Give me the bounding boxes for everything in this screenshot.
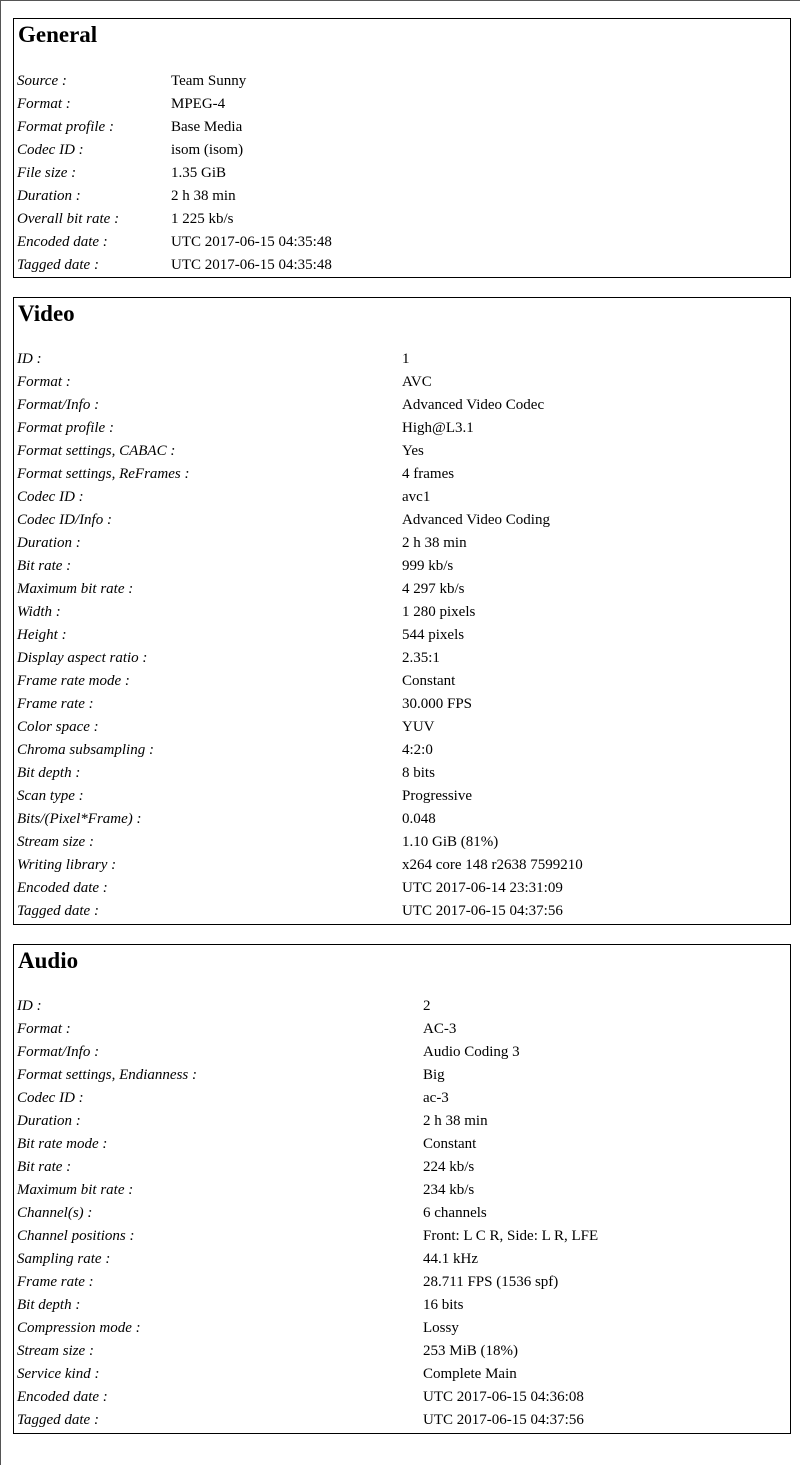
- info-row: [17, 739, 790, 762]
- info-row: [17, 139, 790, 162]
- field-value: Advanced Video Codec: [402, 397, 545, 413]
- info-row: [17, 463, 790, 486]
- field-label: Color space :: [17, 719, 99, 735]
- field-label: Stream size :: [17, 1343, 94, 1359]
- field-label: ID :: [17, 998, 42, 1014]
- field-value: 0.048: [402, 811, 436, 827]
- info-row: [17, 1225, 790, 1248]
- field-value: 1 225 kb/s: [171, 211, 234, 227]
- info-row: [17, 578, 790, 601]
- field-value: MPEG-4: [171, 96, 226, 112]
- field-value: 2 h 38 min: [423, 1113, 488, 1129]
- field-value: UTC 2017-06-15 04:37:56: [423, 1412, 584, 1428]
- field-label: Maximum bit rate :: [17, 581, 134, 597]
- field-label: Frame rate :: [17, 696, 94, 712]
- field-label: Frame rate :: [17, 1274, 94, 1290]
- field-value: 234 kb/s: [423, 1182, 475, 1198]
- field-value: Complete Main: [423, 1366, 517, 1382]
- field-value: Front: L C R, Side: L R, LFE: [423, 1228, 599, 1244]
- field-value: Progressive: [402, 788, 472, 804]
- field-value: 30.000 FPS: [402, 696, 473, 712]
- field-value: Yes: [402, 443, 424, 459]
- info-row: [17, 371, 790, 394]
- field-label: Codec ID/Info :: [17, 512, 112, 528]
- field-label: Display aspect ratio :: [17, 650, 148, 666]
- field-label: Format :: [17, 96, 71, 112]
- info-row: [17, 1087, 790, 1110]
- info-row: [17, 1271, 790, 1294]
- field-value: UTC 2017-06-15 04:37:56: [402, 903, 563, 919]
- field-value: 253 MiB (18%): [423, 1343, 518, 1359]
- info-row: [17, 162, 790, 185]
- field-value: UTC 2017-06-15 04:36:08: [423, 1389, 584, 1405]
- field-value: isom (isom): [171, 142, 244, 158]
- info-row: [17, 555, 790, 578]
- info-row: [17, 1363, 790, 1386]
- field-label: Codec ID :: [17, 489, 84, 505]
- field-value: Constant: [402, 673, 456, 689]
- field-label: Format :: [17, 374, 71, 390]
- field-value: UTC 2017-06-15 04:35:48: [171, 234, 332, 250]
- field-label: Source :: [17, 73, 67, 89]
- info-row: [17, 785, 790, 808]
- info-row: [17, 231, 790, 254]
- info-row: [17, 1386, 790, 1409]
- info-row: [17, 1179, 790, 1202]
- info-row: [17, 1248, 790, 1271]
- info-row: [17, 995, 790, 1018]
- field-label: Channel positions :: [17, 1228, 135, 1244]
- field-label: Bit depth :: [17, 765, 81, 781]
- field-value: 2.35:1: [402, 650, 440, 666]
- field-value: High@L3.1: [402, 420, 474, 436]
- info-row: [17, 900, 790, 923]
- field-value: 2 h 38 min: [402, 535, 467, 551]
- field-value: Team Sunny: [171, 73, 247, 89]
- info-row: [17, 808, 790, 831]
- field-value: 544 pixels: [402, 627, 465, 643]
- field-label: Tagged date :: [17, 903, 99, 919]
- field-label: Tagged date :: [17, 1412, 99, 1428]
- field-label: Maximum bit rate :: [17, 1182, 134, 1198]
- section-title: General: [18, 22, 98, 47]
- info-row: [17, 440, 790, 463]
- field-label: Encoded date :: [17, 234, 108, 250]
- field-label: Height :: [17, 627, 67, 643]
- field-label: Bits/(Pixel*Frame) :: [17, 811, 142, 827]
- field-label: Width :: [17, 604, 61, 620]
- field-value: Advanced Video Coding: [402, 512, 550, 528]
- field-value: 1 280 pixels: [402, 604, 476, 620]
- field-label: ID :: [17, 351, 42, 367]
- info-row: [17, 1133, 790, 1156]
- info-row: [17, 486, 790, 509]
- field-label: Scan type :: [17, 788, 84, 804]
- info-row: [17, 601, 790, 624]
- section-title: Audio: [18, 948, 79, 973]
- info-row: [17, 417, 790, 440]
- field-label: Frame rate mode :: [17, 673, 130, 689]
- field-value: AVC: [402, 374, 432, 390]
- field-label: Format/Info :: [17, 1044, 100, 1060]
- field-value: 224 kb/s: [423, 1159, 475, 1175]
- field-value: Audio Coding 3: [423, 1044, 520, 1060]
- field-value: avc1: [402, 489, 431, 505]
- info-row: [17, 532, 790, 555]
- info-row: [17, 1156, 790, 1179]
- info-row: [17, 1294, 790, 1317]
- info-row: [17, 693, 790, 716]
- field-value: ac-3: [423, 1090, 449, 1106]
- section-title: Video: [18, 301, 75, 326]
- field-value: 2: [423, 998, 431, 1014]
- field-value: 1.35 GiB: [171, 165, 227, 181]
- field-label: Bit depth :: [17, 1297, 81, 1313]
- field-label: Format settings, ReFrames :: [17, 466, 190, 482]
- field-label: Chroma subsampling :: [17, 742, 154, 758]
- field-value: 4 frames: [402, 466, 455, 482]
- info-rows: [17, 995, 790, 1432]
- field-value: Constant: [423, 1136, 477, 1152]
- field-value: 1: [402, 351, 410, 367]
- field-value: AC-3: [423, 1021, 457, 1037]
- field-label: Codec ID :: [17, 142, 84, 158]
- field-label: Duration :: [17, 188, 81, 204]
- info-row: [17, 208, 790, 231]
- info-row: [17, 877, 790, 900]
- info-row: [17, 70, 790, 93]
- field-label: Writing library :: [17, 857, 117, 873]
- info-row: [17, 1202, 790, 1225]
- field-value: 1.10 GiB (81%): [402, 834, 499, 850]
- field-value: 6 channels: [423, 1205, 487, 1221]
- field-label: Encoded date :: [17, 1389, 108, 1405]
- field-label: Bit rate :: [17, 1159, 72, 1175]
- field-value: Base Media: [171, 119, 243, 135]
- field-value: 8 bits: [402, 765, 435, 781]
- audio-section: [13, 944, 791, 1434]
- info-row: [17, 1064, 790, 1087]
- general-section: [13, 18, 791, 278]
- info-row: [17, 185, 790, 208]
- field-label: Format settings, CABAC :: [17, 443, 176, 459]
- field-value: 44.1 kHz: [423, 1251, 478, 1267]
- field-label: Stream size :: [17, 834, 94, 850]
- info-row: [17, 1340, 790, 1363]
- info-row: [17, 1409, 790, 1432]
- info-row: [17, 116, 790, 139]
- info-row: [17, 1110, 790, 1133]
- field-value: 999 kb/s: [402, 558, 454, 574]
- info-row: [17, 348, 790, 371]
- info-row: [17, 647, 790, 670]
- info-row: [17, 831, 790, 854]
- info-row: [17, 394, 790, 417]
- field-value: UTC 2017-06-15 04:35:48: [171, 257, 332, 273]
- field-label: Service kind :: [17, 1366, 100, 1382]
- info-row: [17, 254, 790, 277]
- field-value: 2 h 38 min: [171, 188, 236, 204]
- field-label: Format/Info :: [17, 397, 100, 413]
- field-label: Sampling rate :: [17, 1251, 111, 1267]
- info-row: [17, 854, 790, 877]
- field-label: Tagged date :: [17, 257, 99, 273]
- field-label: Bit rate mode :: [17, 1136, 108, 1152]
- field-value: 4 297 kb/s: [402, 581, 465, 597]
- info-row: [17, 1041, 790, 1064]
- info-rows: [17, 348, 790, 923]
- info-row: [17, 1018, 790, 1041]
- field-value: 16 bits: [423, 1297, 464, 1313]
- field-value: YUV: [402, 719, 435, 735]
- field-label: Format profile :: [17, 420, 114, 436]
- field-label: Bit rate :: [17, 558, 72, 574]
- field-value: UTC 2017-06-14 23:31:09: [402, 880, 563, 896]
- field-label: Channel(s) :: [17, 1205, 93, 1221]
- info-rows: [17, 70, 790, 277]
- field-value: Big: [423, 1067, 445, 1083]
- field-label: Duration :: [17, 1113, 81, 1129]
- video-section: [13, 297, 791, 925]
- info-row: [17, 93, 790, 116]
- field-label: Format settings, Endianness :: [17, 1067, 197, 1083]
- field-value: Lossy: [423, 1320, 459, 1336]
- info-row: [17, 1317, 790, 1340]
- field-label: Duration :: [17, 535, 81, 551]
- field-label: Format :: [17, 1021, 71, 1037]
- info-row: [17, 762, 790, 785]
- field-label: Compression mode :: [17, 1320, 141, 1336]
- field-label: Format profile :: [17, 119, 114, 135]
- field-value: x264 core 148 r2638 7599210: [402, 857, 583, 873]
- field-label: Overall bit rate :: [17, 211, 120, 227]
- info-row: [17, 509, 790, 532]
- field-label: File size :: [17, 165, 77, 181]
- field-label: Encoded date :: [17, 880, 108, 896]
- info-row: [17, 670, 790, 693]
- info-row: [17, 624, 790, 647]
- info-row: [17, 716, 790, 739]
- field-value: 4:2:0: [402, 742, 433, 758]
- field-value: 28.711 FPS (1536 spf): [423, 1274, 559, 1290]
- field-label: Codec ID :: [17, 1090, 84, 1106]
